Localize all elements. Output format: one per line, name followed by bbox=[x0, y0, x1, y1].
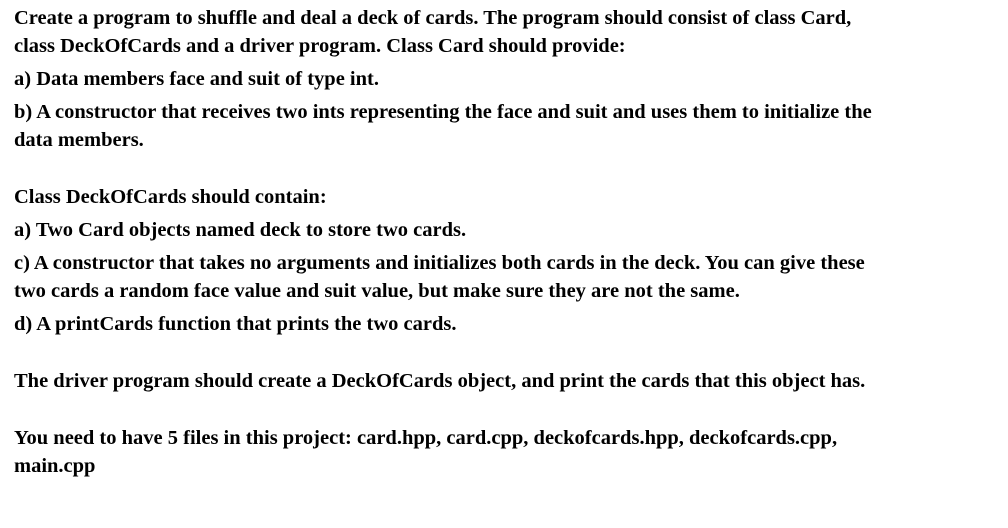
intro-line-1: Create a program to shuffle and deal a deck of cards. The program should consist of class Card, bbox=[14, 7, 852, 29]
deck-section-heading: Class DeckOfCards should contain: bbox=[14, 186, 327, 208]
deck-requirement-c-line-1: c) A constructor that takes no arguments and initializes both cards in the deck. You can give these bbox=[14, 252, 865, 274]
driver-paragraph: The driver program should create a DeckOfCards object, and print the cards that this object has. bbox=[14, 370, 866, 392]
card-requirement-b bbox=[14, 98, 1004, 154]
files-line-1: You need to have 5 files in this project: card.hpp, card.cpp, deckofcards.hpp, deckofcards.cpp, bbox=[14, 427, 838, 449]
deck-requirement-a: a) Two Card objects named deck to store two cards. bbox=[14, 219, 467, 241]
deck-requirement-d: d) A printCards function that prints the two cards. bbox=[14, 313, 457, 335]
intro-line-2: class DeckOfCards and a driver program. Class Card should provide: bbox=[14, 35, 626, 57]
deck-requirement-c-line-2: two cards a random face value and suit value, but make sure they are not the same. bbox=[14, 280, 740, 302]
deck-requirement-c bbox=[14, 249, 1004, 305]
files-line-2: main.cpp bbox=[14, 455, 96, 477]
card-requirement-b-line-1: b) A constructor that receives two ints representing the face and suit and uses them to initialize the bbox=[14, 101, 872, 123]
files-paragraph bbox=[14, 424, 1004, 480]
card-requirement-a: a) Data members face and suit of type int. bbox=[14, 68, 379, 90]
card-requirement-b-line-2: data members. bbox=[14, 129, 144, 151]
intro-paragraph bbox=[14, 4, 1004, 60]
assignment-document bbox=[14, 4, 1004, 480]
